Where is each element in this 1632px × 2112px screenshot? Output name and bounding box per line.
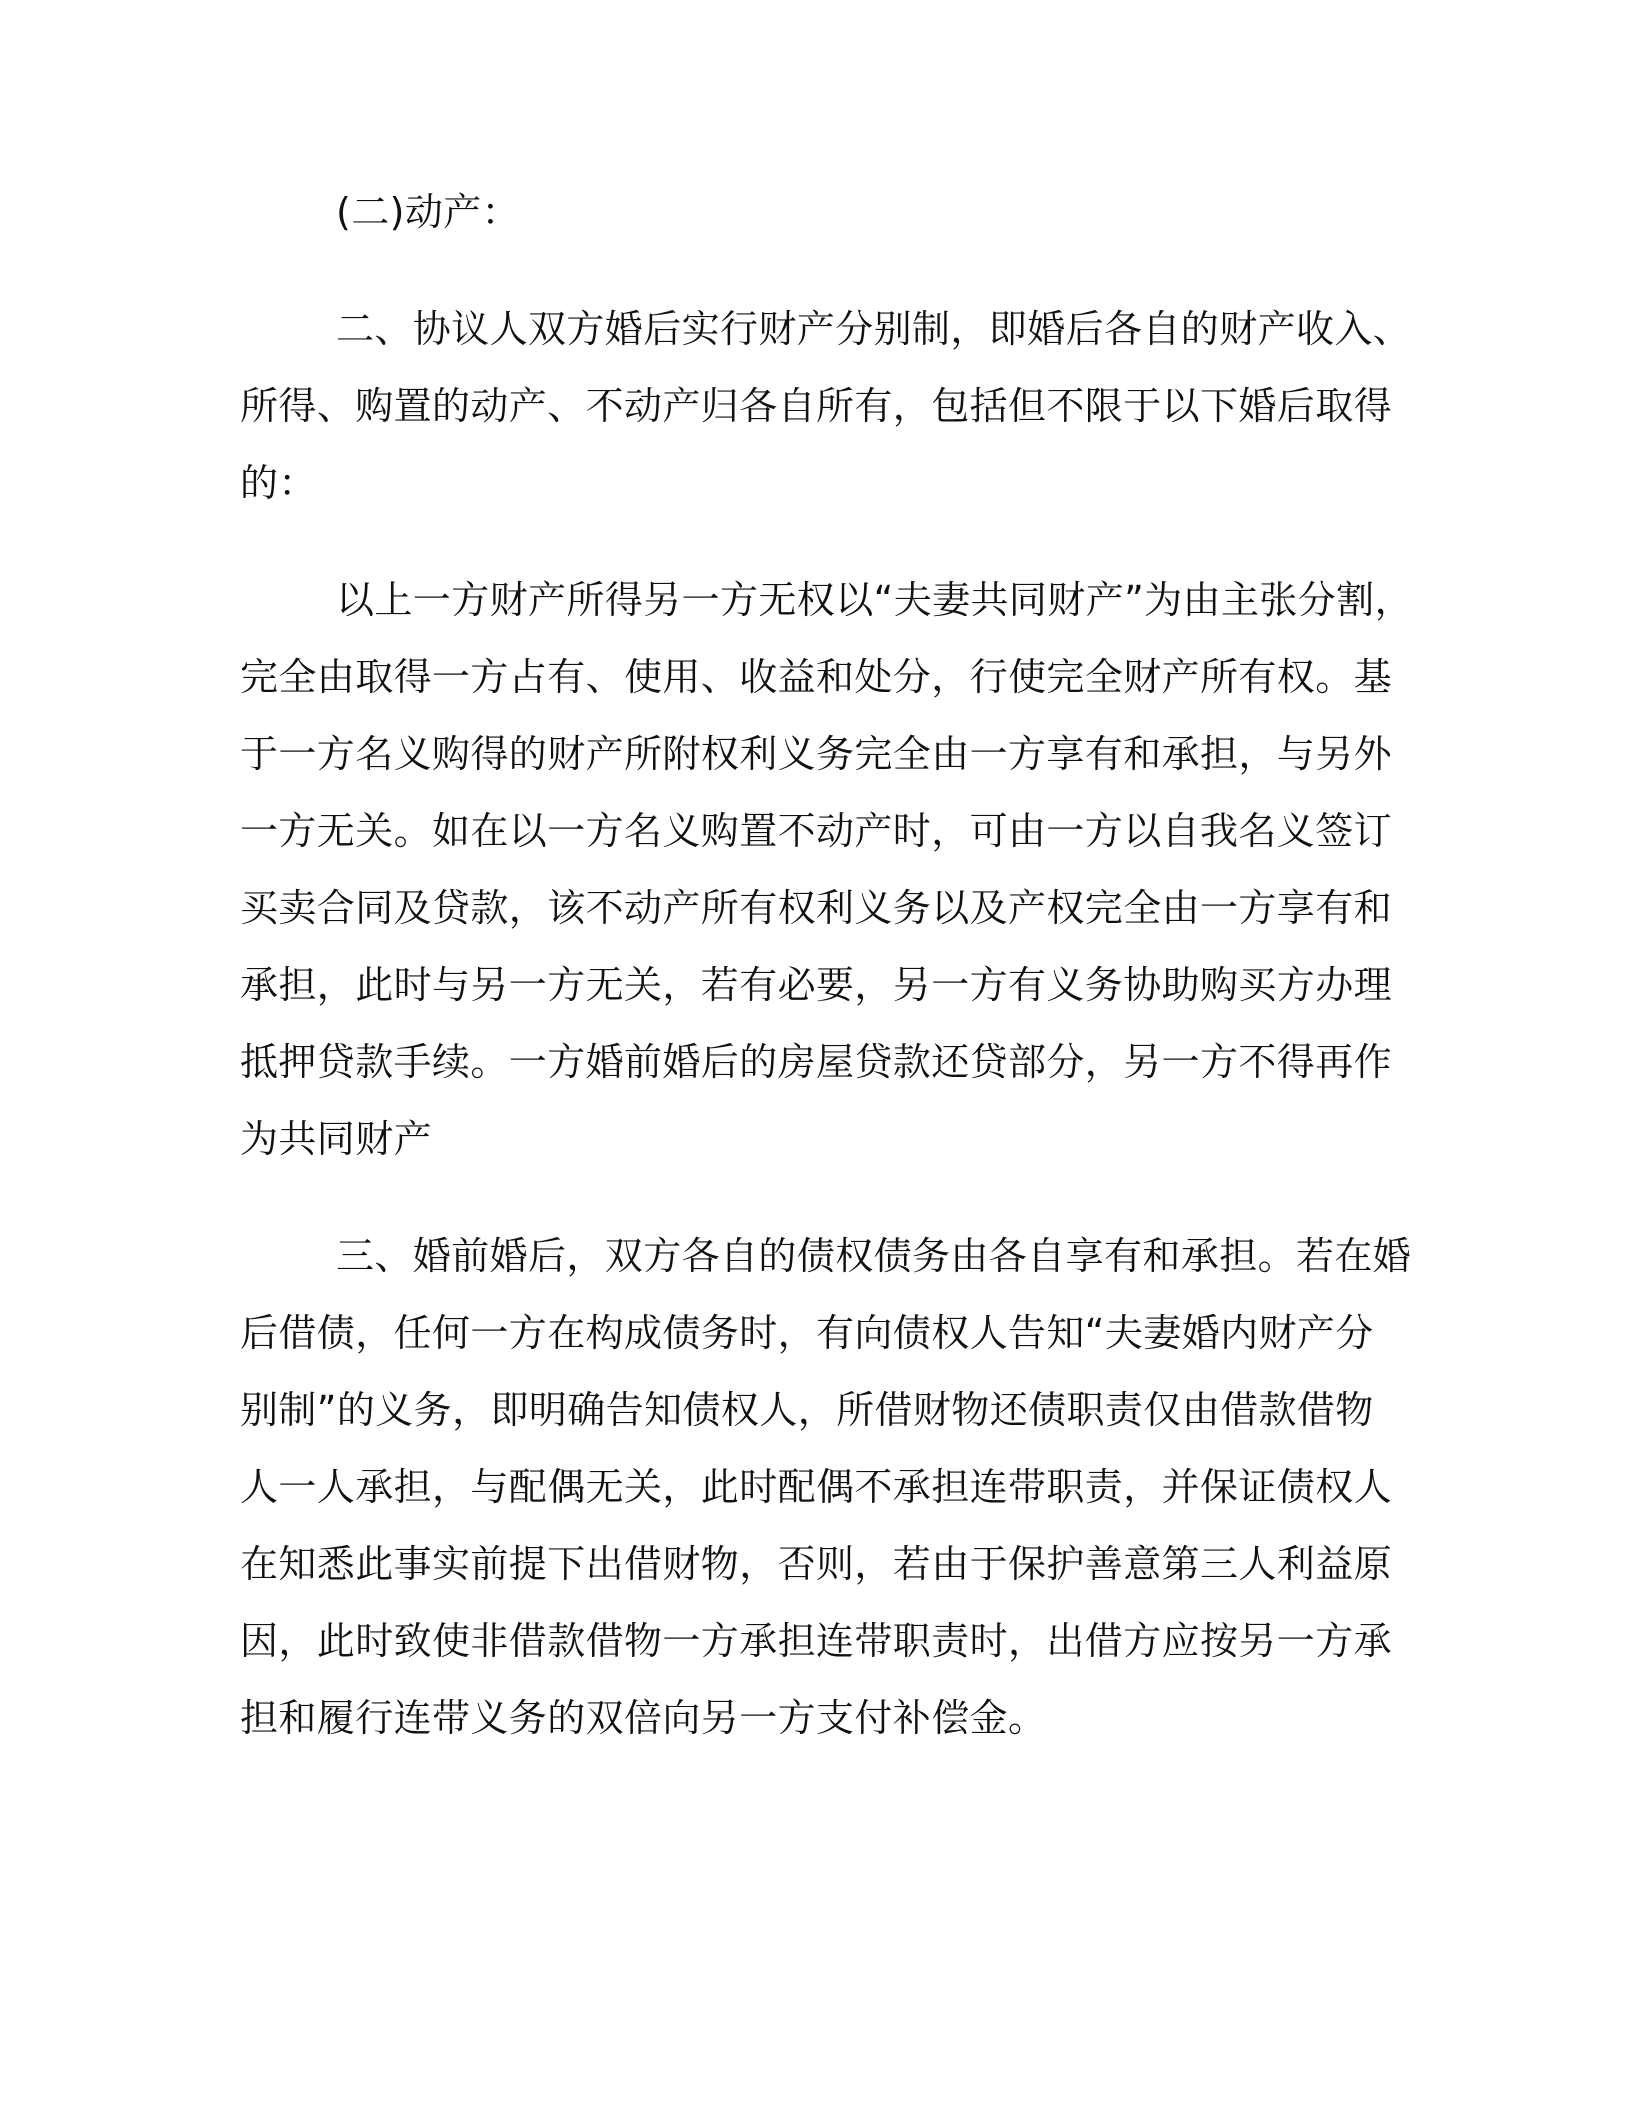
text-line: 抵押贷款手续。一方婚前婚后的房屋贷款还贷部分，另一方不得再作 [240,1040,1393,1084]
text-line: 以上一方财产所得另一方无权以“夫妻共同财产”为由主张分割， [336,578,1413,622]
text-line: 人一人承担，与配偶无关，此时配偶不承担连带职责，并保证债权人 [240,1465,1393,1509]
text-line: 三、婚前婚后，双方各自的债权债务由各自享有和承担。若在婚 [336,1234,1412,1278]
text-line: 承担，此时与另一方无关，若有必要，另一方有义务协助购买方办理 [240,963,1393,1007]
property-paragraph [240,575,1420,1191]
paragraph-gap [240,264,1420,304]
section-three-paragraph [240,1231,1420,1770]
text-line: 所得、购置的动产、不动产归各自所有，包括但不限于以下婚后取得 [240,384,1393,428]
text-line: 完全由取得一方占有、使用、收益和处分，行使完全财产所有权。基 [240,655,1393,699]
text-line: 为共同财产 [240,1117,433,1161]
text-line: 担和履行连带义务的双倍向另一方支付补偿金。 [240,1696,1047,1740]
text-line: 后借债，任何一方在构成债务时，有向债权人告知“夫妻婚内财产分 [240,1311,1374,1355]
text-line: 买卖合同及贷款，该不动产所有权利义务以及产权完全由一方享有和 [240,886,1393,930]
text-line: 的： [240,461,317,505]
paragraph-gap [240,1191,1420,1231]
text-line: 在知悉此事实前提下出借财物，否则，若由于保护善意第三人利益原 [240,1542,1393,1586]
text-line: 因，此时致使非借款借物一方承担连带职责时，出借方应按另一方承 [240,1619,1393,1663]
text-line: 二、协议人双方婚后实行财产分别制，即婚后各自的财产收入、 [336,307,1412,351]
text-line: 于一方名义购得的财产所附权利义务完全由一方享有和承担，与另外 [240,732,1393,776]
document-body [240,187,1420,1770]
heading-movable-property: (二)动产： [336,190,521,234]
text-line: 一方无关。如在以一方名义购置不动产时，可由一方以自我名义签订 [240,809,1393,853]
section-two-paragraph [240,304,1420,535]
text-line: 别制”的义务，即明确告知债权人，所借财物还债职责仅由借款借物 [240,1388,1374,1432]
paragraph-gap [240,535,1420,575]
